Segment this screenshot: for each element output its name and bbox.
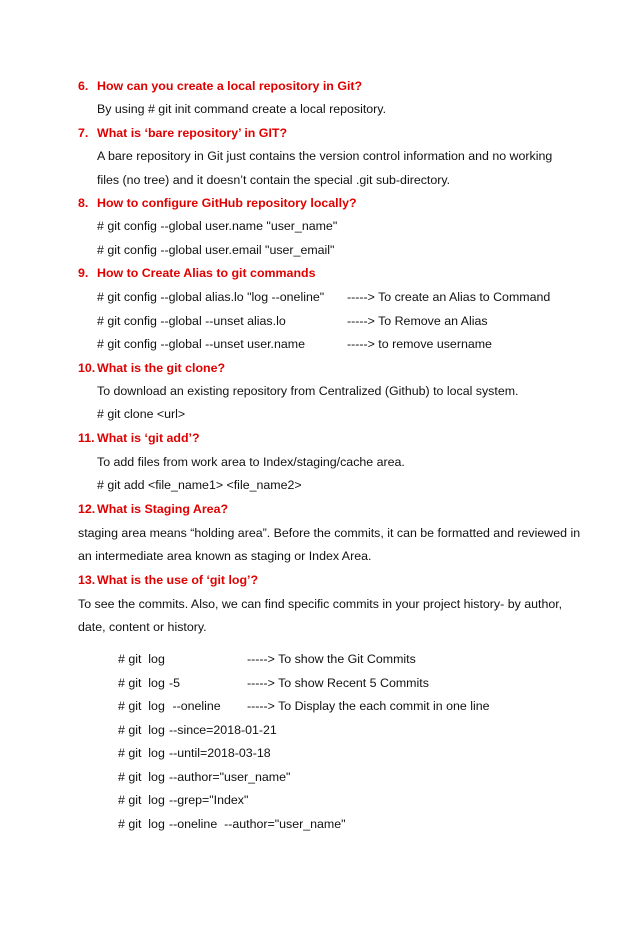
log-args-5: --until=2018-03-18 xyxy=(169,746,271,760)
question-number: 8. xyxy=(78,196,89,210)
log-prefix: # git log xyxy=(118,817,165,831)
question-10-answer: To download an existing repository from Centralized (Github) to local system. xyxy=(97,384,519,398)
question-9-heading xyxy=(78,265,315,281)
question-number: 12. xyxy=(78,502,96,516)
question-number: 7. xyxy=(78,126,89,140)
question-10-heading xyxy=(78,360,225,376)
question-13-heading xyxy=(78,572,258,588)
log-args-2: -5 xyxy=(169,676,181,690)
log-description-3: -----> To Display the each commit in one line xyxy=(247,699,490,713)
question-12-heading xyxy=(78,501,228,517)
alias-command-3: # git config --global --unset user.name xyxy=(97,337,305,351)
question-number: 11. xyxy=(78,431,95,445)
question-number: 13. xyxy=(78,573,96,587)
log-prefix: # git log xyxy=(118,652,165,666)
question-title: What is Staging Area? xyxy=(97,502,229,516)
question-6-answer: By using # git init command create a local repository. xyxy=(97,102,387,116)
log-args-8: --oneline --author="user_name" xyxy=(169,817,346,831)
alias-description-2: -----> To Remove an Alias xyxy=(347,314,488,328)
question-13-answer-line-1: To see the commits. Also, we can find specific commits in your project history- by author, xyxy=(78,597,563,611)
question-8-heading xyxy=(78,195,357,211)
question-8-command-2: # git config --global user.email "user_email" xyxy=(97,243,335,257)
log-args-4: --since=2018-01-21 xyxy=(169,723,277,737)
question-7-heading xyxy=(78,125,287,141)
question-number: 10. xyxy=(78,361,96,375)
log-description-1: -----> To show the Git Commits xyxy=(247,652,416,666)
question-11-heading xyxy=(78,430,200,446)
log-args-7: --grep="Index" xyxy=(169,793,249,807)
question-11-answer: To add files from work area to Index/staging/cache area. xyxy=(97,455,405,469)
question-title: What is ‘bare repository’ in GIT? xyxy=(97,126,288,140)
log-description-2: -----> To show Recent 5 Commits xyxy=(247,676,429,690)
question-title: How can you create a local repository in Git? xyxy=(97,79,363,93)
log-prefix: # git log xyxy=(118,770,165,784)
alias-command-2: # git config --global --unset alias.lo xyxy=(97,314,286,328)
log-args-3: --oneline xyxy=(169,699,221,713)
question-12-answer-line-1: staging area means “holding area”. Before the commits, it can be formatted and reviewed in xyxy=(78,526,581,540)
question-6-heading xyxy=(78,78,362,94)
log-prefix: # git log xyxy=(118,746,165,760)
log-prefix: # git log xyxy=(118,793,165,807)
question-title: What is the use of ‘git log’? xyxy=(97,573,259,587)
log-prefix: # git log xyxy=(118,699,165,713)
question-title: How to Create Alias to git commands xyxy=(97,266,316,280)
question-12-answer-line-2: an intermediate area known as staging or Index Area. xyxy=(78,549,372,563)
question-number: 6. xyxy=(78,79,89,93)
question-number: 9. xyxy=(78,266,89,280)
question-10-command: # git clone <url> xyxy=(97,407,186,421)
question-11-command: # git add <file_name1> <file_name2> xyxy=(97,478,302,492)
question-8-command-1: # git config --global user.name "user_name" xyxy=(97,219,338,233)
question-title: What is the git clone? xyxy=(97,361,226,375)
alias-command-1: # git config --global alias.lo "log --oneline" xyxy=(97,290,325,304)
question-13-answer-line-2: date, content or history. xyxy=(78,620,207,634)
question-7-answer-line-1: A bare repository in Git just contains the version control information and no working xyxy=(97,149,553,163)
question-7-answer-line-2: files (no tree) and it doesn’t contain the special .git sub-directory. xyxy=(97,173,451,187)
log-prefix: # git log xyxy=(118,676,165,690)
question-title: What is ‘git add’? xyxy=(97,431,200,445)
log-prefix: # git log xyxy=(118,723,165,737)
alias-description-1: -----> To create an Alias to Command xyxy=(347,290,551,304)
log-args-6: --author="user_name" xyxy=(169,770,291,784)
alias-description-3: -----> to remove username xyxy=(347,337,492,351)
question-title: How to configure GitHub repository locally? xyxy=(97,196,357,210)
